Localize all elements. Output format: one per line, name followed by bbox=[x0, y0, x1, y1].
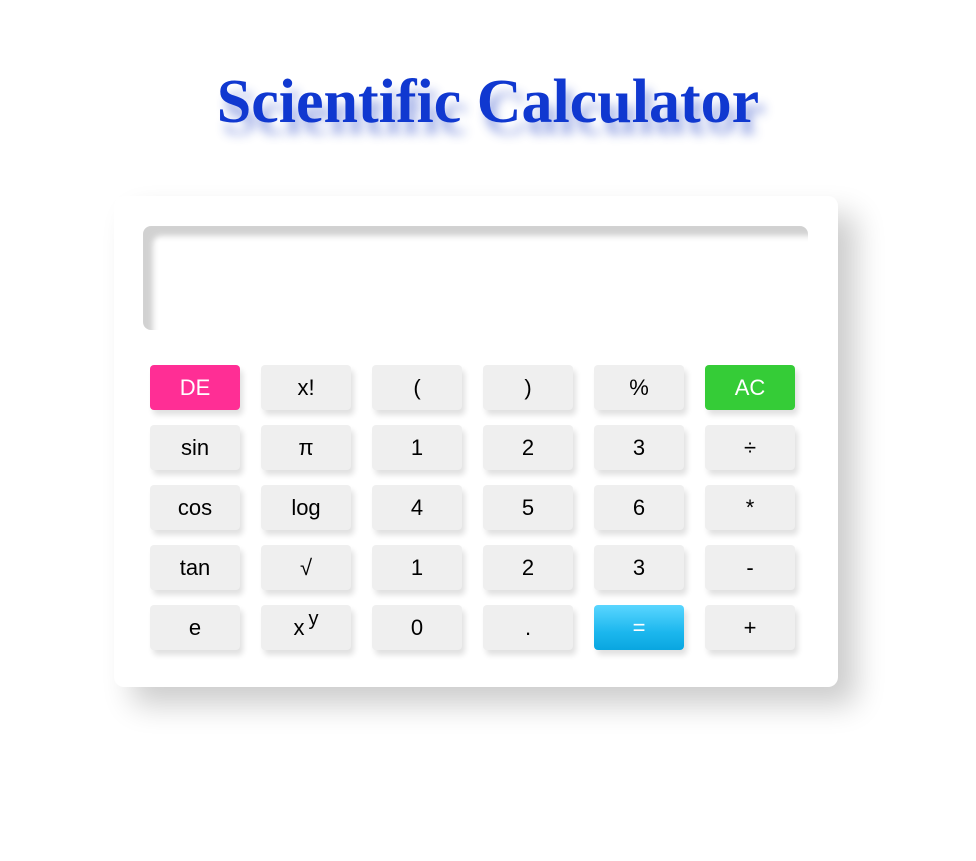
digit-0-button[interactable]: 0 bbox=[372, 605, 462, 650]
digit-3-button[interactable]: 3 bbox=[594, 545, 684, 590]
power-base-label: x bbox=[293, 614, 305, 640]
digit-5-button[interactable]: 5 bbox=[483, 485, 573, 530]
calculator-panel bbox=[114, 196, 838, 687]
digit-6-button[interactable]: 6 bbox=[594, 485, 684, 530]
multiply-button[interactable]: * bbox=[705, 485, 795, 530]
pi-button[interactable]: π bbox=[261, 425, 351, 470]
tan-button[interactable]: tan bbox=[150, 545, 240, 590]
decimal-point-button[interactable]: . bbox=[483, 605, 573, 650]
cos-button[interactable]: cos bbox=[150, 485, 240, 530]
digit-2-button[interactable]: 2 bbox=[483, 425, 573, 470]
log-button[interactable]: log bbox=[261, 485, 351, 530]
digit-3-button[interactable]: 3 bbox=[594, 425, 684, 470]
power-button[interactable] bbox=[261, 605, 351, 650]
sin-button[interactable]: sin bbox=[150, 425, 240, 470]
minus-button[interactable]: - bbox=[705, 545, 795, 590]
open-paren-button[interactable]: ( bbox=[372, 365, 462, 410]
all-clear-button[interactable]: AC bbox=[705, 365, 795, 410]
equals-button[interactable]: = bbox=[594, 605, 684, 650]
factorial-button[interactable]: x! bbox=[261, 365, 351, 410]
keypad bbox=[150, 365, 796, 650]
power-exponent-label: y bbox=[308, 608, 319, 630]
sqrt-button[interactable]: √ bbox=[261, 545, 351, 590]
display-field[interactable] bbox=[143, 226, 808, 330]
euler-button[interactable]: e bbox=[150, 605, 240, 650]
plus-button[interactable]: + bbox=[705, 605, 795, 650]
page-title: Scientific Calculator bbox=[216, 68, 760, 136]
divide-button[interactable]: ÷ bbox=[705, 425, 795, 470]
close-paren-button[interactable]: ) bbox=[483, 365, 573, 410]
delete-button[interactable]: DE bbox=[150, 365, 240, 410]
digit-2-button[interactable]: 2 bbox=[483, 545, 573, 590]
percent-button[interactable]: % bbox=[594, 365, 684, 410]
digit-1-button[interactable]: 1 bbox=[372, 425, 462, 470]
digit-4-button[interactable]: 4 bbox=[372, 485, 462, 530]
digit-1-button[interactable]: 1 bbox=[372, 545, 462, 590]
